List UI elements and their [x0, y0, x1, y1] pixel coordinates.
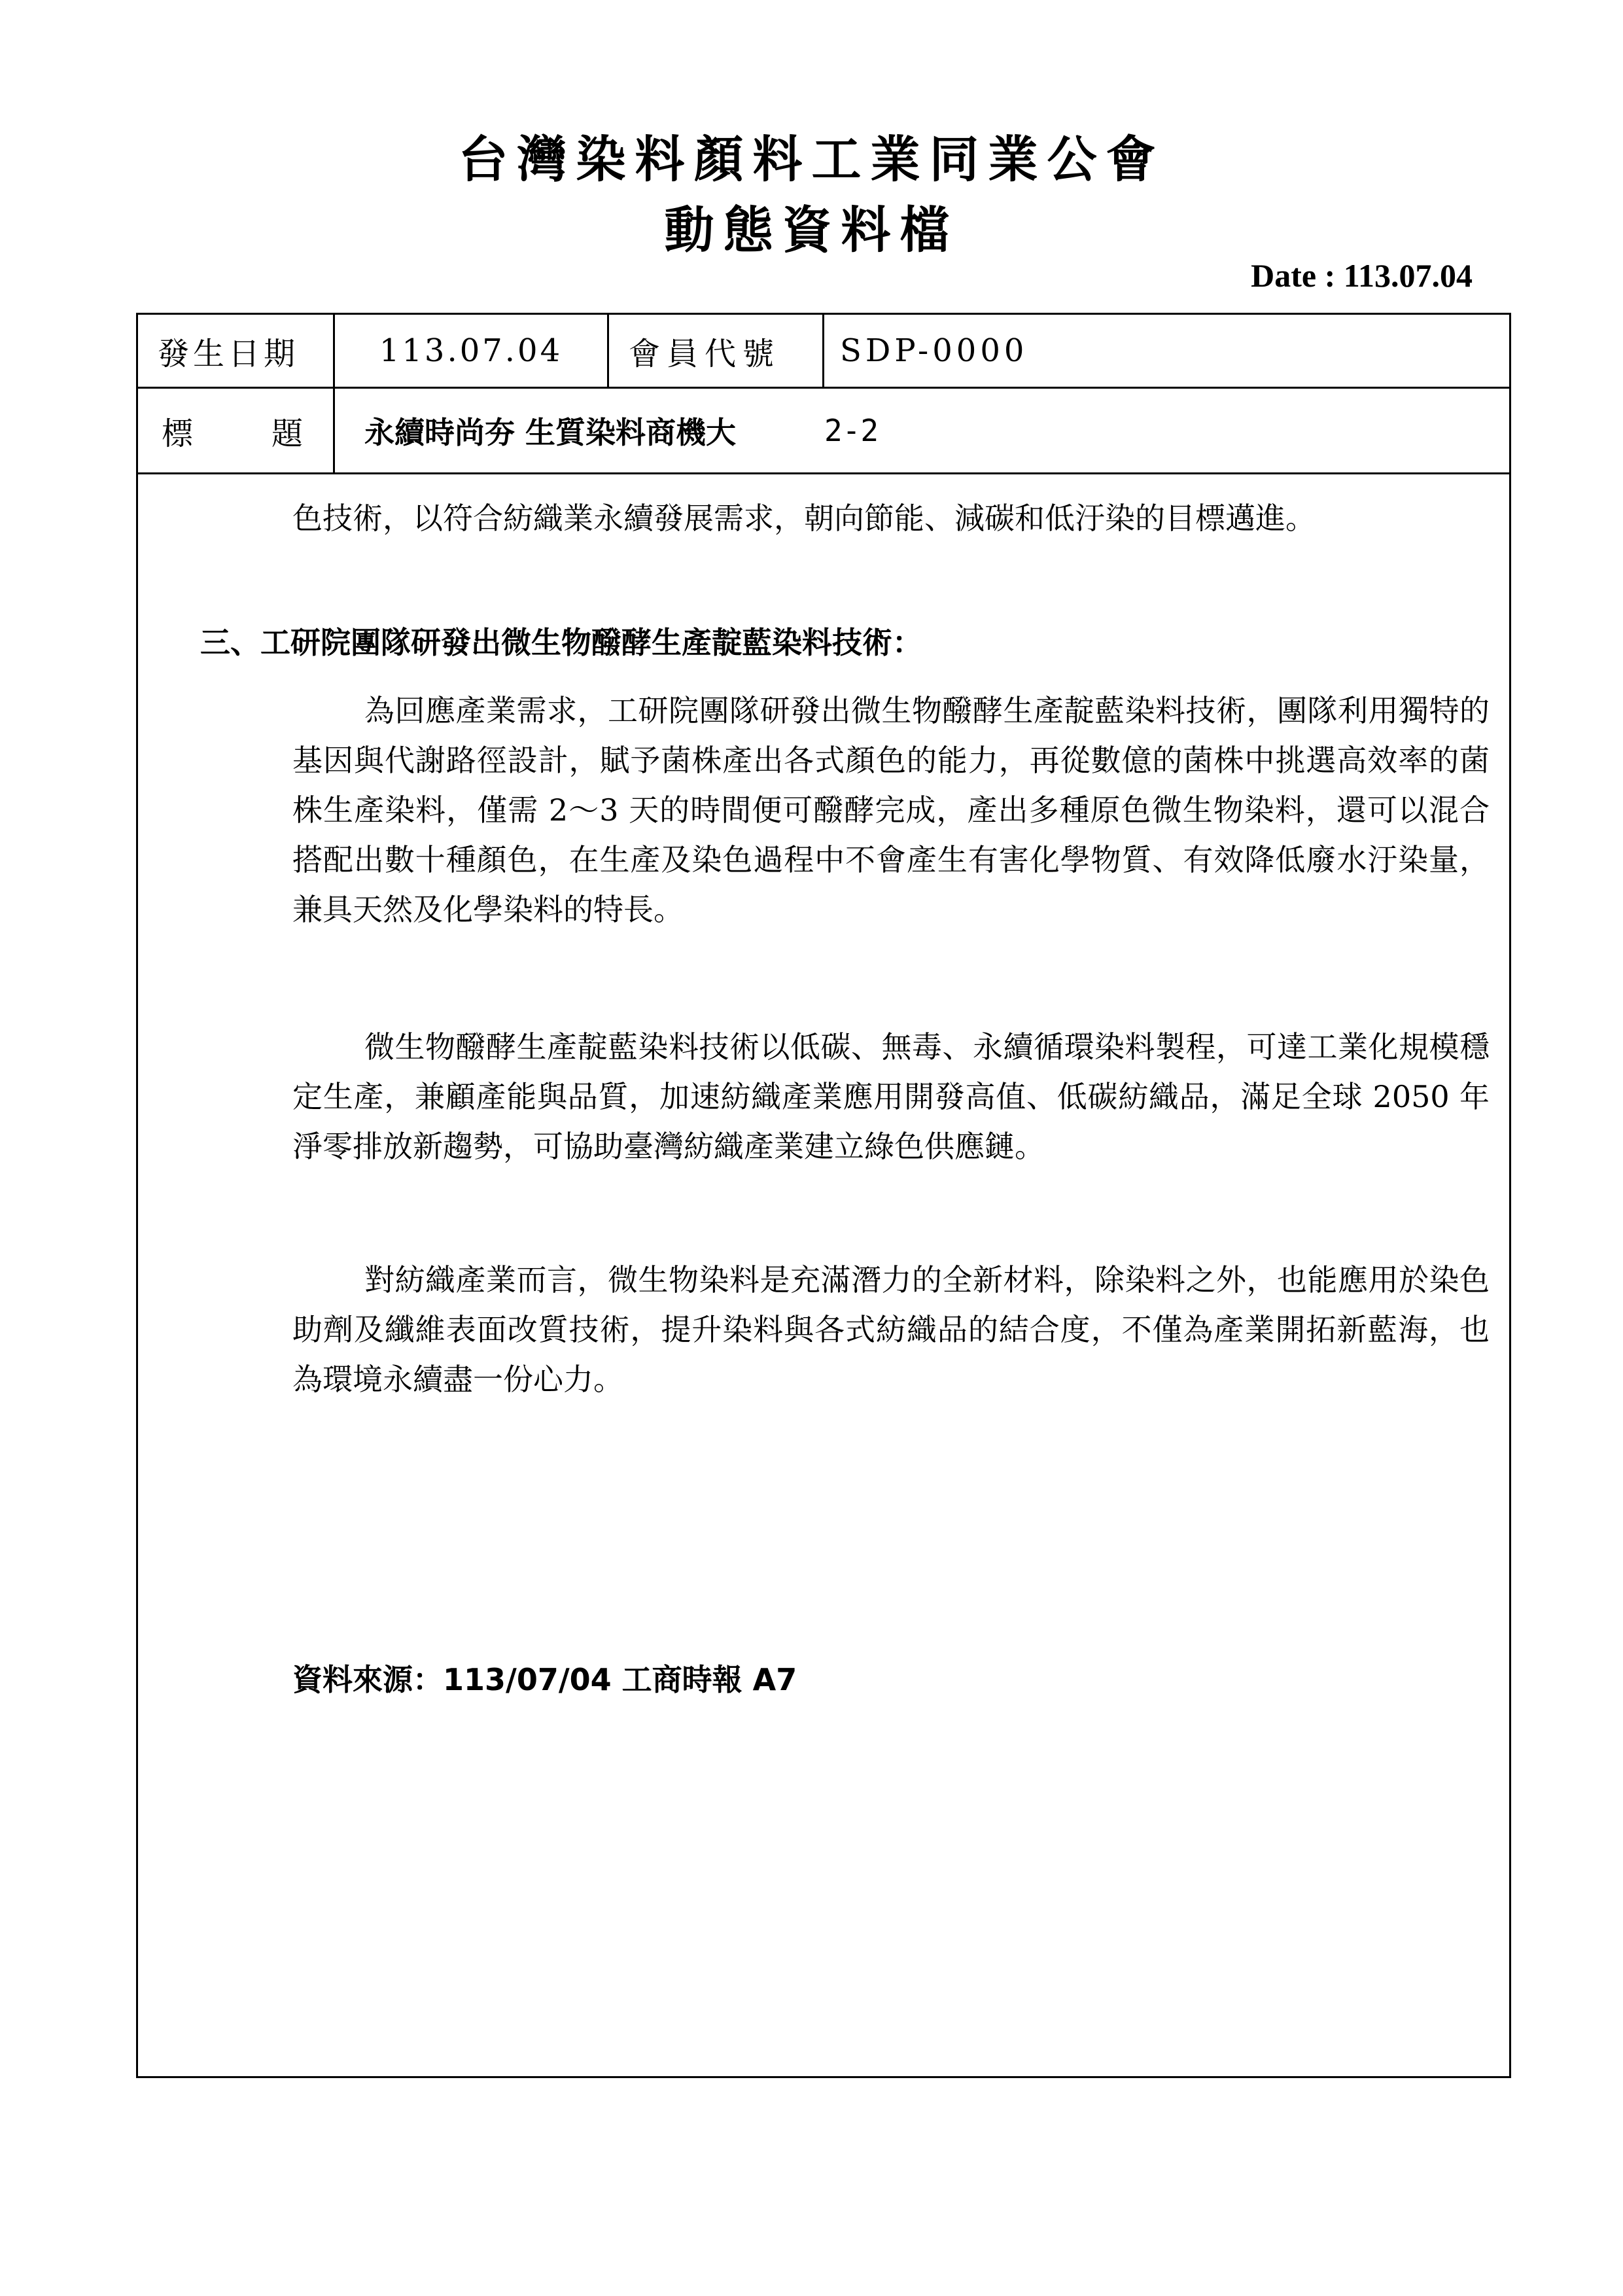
document-date: Date : 113.07.04 [1251, 257, 1473, 294]
info-row-title [138, 389, 1509, 474]
document-frame [136, 313, 1511, 2078]
title-label-char-2: 題 [271, 415, 303, 452]
paragraph-1: 為回應產業需求，工研院團隊研發出微生物醱酵生產靛藍染料技術，團隊利用獨特的基因與代謝路徑設計，賦予菌株產出各式顏色的能力，再從數億的菌株中挑選高效率的菌株生產染料，僅需 2～3 天的時間便可醱酵完成，產出多種原色微生物染料，還可以混合搭配出數十種顏色，在生產及染色過程中不會產生有害化學物質、有效降低廢水汙染量，兼具天然及化學染料的特長。 [292, 693, 1490, 927]
document-type-title: 動態資料檔 [664, 201, 959, 259]
info-row-date-member [138, 315, 1509, 389]
document-header [0, 124, 1623, 266]
article-part: 2-2 [824, 413, 879, 448]
title-value-cell [335, 389, 1509, 472]
article-title: 永續時尚夯 生質染料商機大 [364, 415, 737, 450]
title-label [138, 389, 335, 472]
paragraph-2: 微生物醱酵生產靛藍染料技術以低碳、無毒、永續循環染料製程，可達工業化規模穩定生產，兼顧產能與品質，加速紡織產業應用開發高值、低碳紡織品，滿足全球 2050 年淨零排放新趨勢，可協助臺灣紡織產業建立綠色供應鏈。 [292, 1029, 1490, 1164]
date-value: 113.07.04 [335, 315, 609, 387]
paragraph-3: 對紡織產業而言，微生物染料是充滿潛力的全新材料，除染料之外，也能應用於染色助劑及纖維表面改質技術，提升染料與各式紡織品的結合度，不僅為產業開拓新藍海，也為環境永續盡一份心力。 [292, 1262, 1490, 1397]
title-label-char-1: 標 [162, 415, 194, 452]
section-heading: 三、工研院團隊研發出微生物醱酵生產靛藍染料技術： [200, 625, 922, 660]
continuation-paragraph: 色技術，以符合紡織業永續發展需求，朝向節能、減碳和低汙染的目標邁進。 [292, 501, 1316, 536]
member-value: SDP-0000 [840, 332, 1028, 369]
member-label: 會員代號 [609, 315, 824, 387]
date-label: 發生日期 [138, 315, 335, 387]
data-source: 資料來源：113/07/04 工商時報 A7 [292, 1662, 797, 1697]
association-title: 台灣染料顏料工業同業公會 [458, 130, 1165, 188]
